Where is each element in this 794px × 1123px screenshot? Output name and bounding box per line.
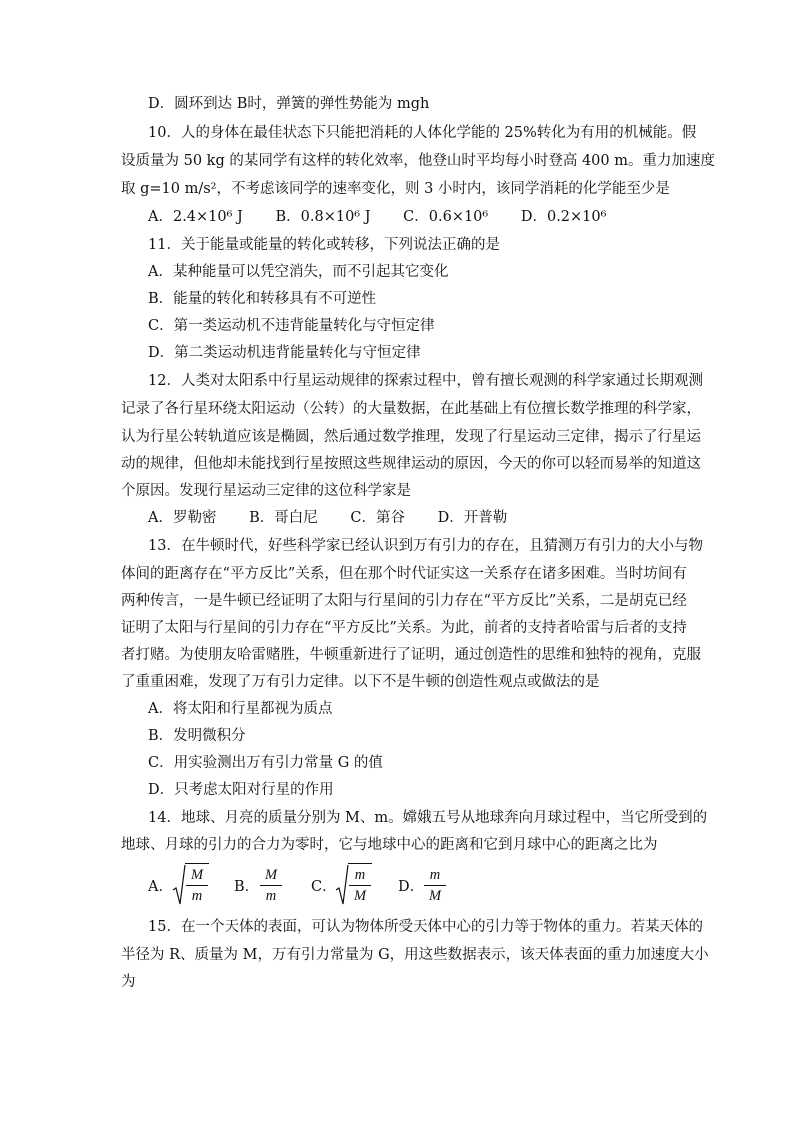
q13-stem-line-5: 者打赌。为使朋友哈雷赌胜，牛顿重新进行了证明，通过创造性的思维和独特的视角，克服 xyxy=(121,647,701,663)
fraction-bar xyxy=(424,885,446,886)
q12-option-d: D．开普勒 xyxy=(437,510,508,526)
q10-option-a: A．2.4×10⁶ J xyxy=(148,209,243,225)
q12-stem-line-4: 动的规律，但他却未能找到行星按照这些规律运动的原因，今天的你可以轻而易举的知道这 xyxy=(121,456,701,472)
q12-stem-line-3: 认为行星公转轨道应该是椭圆，然后通过数学推理，发现了行星运动三定律，揭示了行星运 xyxy=(121,429,701,445)
q12-stem-line-5: 个原因。发现行星运动三定律的这位科学家是 xyxy=(121,483,411,499)
fraction-bar xyxy=(349,885,371,886)
numerator: m xyxy=(354,867,366,883)
q15-stem-line-1: 15．在一个天体的表面，可认为物体所受天体中心的引力等于物体的重力。若某天体的 xyxy=(148,919,703,935)
q11-option-d: D．第二类运动机违背能量转化与守恒定律 xyxy=(148,345,421,361)
sqrt-overline xyxy=(348,863,372,864)
q14-option-a-fraction xyxy=(186,866,208,905)
q10-option-d: D．0.2×10⁶ xyxy=(520,209,607,225)
sqrt-sign-icon xyxy=(172,862,186,906)
q13-option-b: B．发明微积分 xyxy=(148,728,246,744)
q13-stem-line-1: 13．在牛顿时代，好些科学家已经认识到万有引力的存在，且猜测万有引力的大小与物 xyxy=(148,538,703,554)
q10-stem-line-1: 10．人的身体在最佳状态下只能把消耗的人体化学能的 25%转化为有用的机械能。假 xyxy=(148,125,697,141)
q13-option-a: A．将太阳和行星都视为质点 xyxy=(148,701,333,717)
sqrt-overline xyxy=(185,863,209,864)
q14-option-b-label: B． xyxy=(234,879,260,895)
q13-option-d: D．只考虑太阳对行星的作用 xyxy=(148,782,334,798)
q13-stem-line-2: 体间的距离存在“平方反比”关系，但在那个时代证实这一关系存在诸多困难。当时坊间有 xyxy=(121,566,687,582)
q10-stem-line-2: 设质量为 50 kg 的某同学有这样的转化效率，他登山时平均每小时登高 400 m。重力加速度 xyxy=(121,153,715,169)
q11-option-a: A．某种能量可以凭空消失，而不引起其它变化 xyxy=(148,264,449,280)
q12-stem-line-2: 记录了各行星环绕太阳运动（公转）的大量数据，在此基础上有位擅长数学推理的科学家， xyxy=(121,401,701,417)
q14-options xyxy=(148,860,468,910)
q10-option-c: C．0.6×10⁶ xyxy=(403,209,489,225)
q13-option-c: C．用实验测出万有引力常量 G 的值 xyxy=(148,755,383,771)
q10-stem-line-3: 取 g=10 m/s²，不考虑该同学的速率变化，则 3 小时内，该同学消耗的化学能至少是 xyxy=(121,181,670,197)
q11-option-b: B．能量的转化和转移具有不可逆性 xyxy=(148,291,377,307)
q10-option-b: B．0.8×10⁶ J xyxy=(275,209,371,225)
q14-option-c-fraction xyxy=(349,866,371,905)
fraction-bar xyxy=(260,885,282,886)
q15-stem-line-3: 为 xyxy=(121,974,136,990)
q13-stem-line-6: 了重重困难，发现了万有引力定律。以下不是牛顿的创造性观点或做法的是 xyxy=(121,674,600,690)
q12-option-a: A．罗勒密 xyxy=(148,510,217,526)
fraction-bar xyxy=(186,885,208,886)
q14-option-b-fraction xyxy=(260,866,282,905)
denominator: m xyxy=(191,888,203,904)
q10-options xyxy=(148,204,708,231)
q15-stem-line-2: 半径为 R、质量为 M，万有引力常量为 G，用这些数据表示，该天体表面的重力加速度大小 xyxy=(121,947,709,963)
q11-stem: 11．关于能量或能量的转化或转移，下列说法正确的是 xyxy=(148,237,500,253)
numerator: m xyxy=(429,867,441,883)
q14-option-a-label: A． xyxy=(148,879,173,895)
denominator: M xyxy=(353,888,367,904)
q13-stem-line-4: 证明了太阳与行星间的引力存在“平方反比”关系。为此，前者的支持者哈雷与后者的支持 xyxy=(121,620,687,636)
q14-option-d-label: D． xyxy=(398,879,425,895)
q14-stem-line-1: 14．地球、月亮的质量分别为 M、m。嫦娥五号从地球奔向月球过程中，当它所受到的 xyxy=(148,810,708,826)
numerator: M xyxy=(190,867,204,883)
q12-option-b: B．哥白尼 xyxy=(249,510,318,526)
q9-option-d: D．圆环到达 B时，弹簧的弹性势能为 mgh xyxy=(148,96,430,112)
q13-stem-line-3: 两种传言，一是牛顿已经证明了太阳与行星间的引力存在“平方反比”关系，二是胡克已经 xyxy=(121,593,687,609)
q14-stem-line-2: 地球、月球的引力的合力为零时，它与地球中心的距离和它到月球中心的距离之比为 xyxy=(121,837,658,853)
q12-option-c: C．第谷 xyxy=(350,510,405,526)
sqrt-sign-icon xyxy=(335,862,349,906)
numerator: M xyxy=(264,867,278,883)
q14-option-d-fraction xyxy=(424,866,446,905)
q12-options xyxy=(148,505,708,532)
q14-option-c-label: C． xyxy=(311,879,337,895)
denominator: m xyxy=(265,888,277,904)
q11-option-c: C．第一类运动机不违背能量转化与守恒定律 xyxy=(148,318,435,334)
q12-stem-line-1: 12．人类对太阳系中行星运动规律的探索过程中，曾有擅长观测的科学家通过长期观测 xyxy=(148,373,703,389)
denominator: M xyxy=(428,888,442,904)
